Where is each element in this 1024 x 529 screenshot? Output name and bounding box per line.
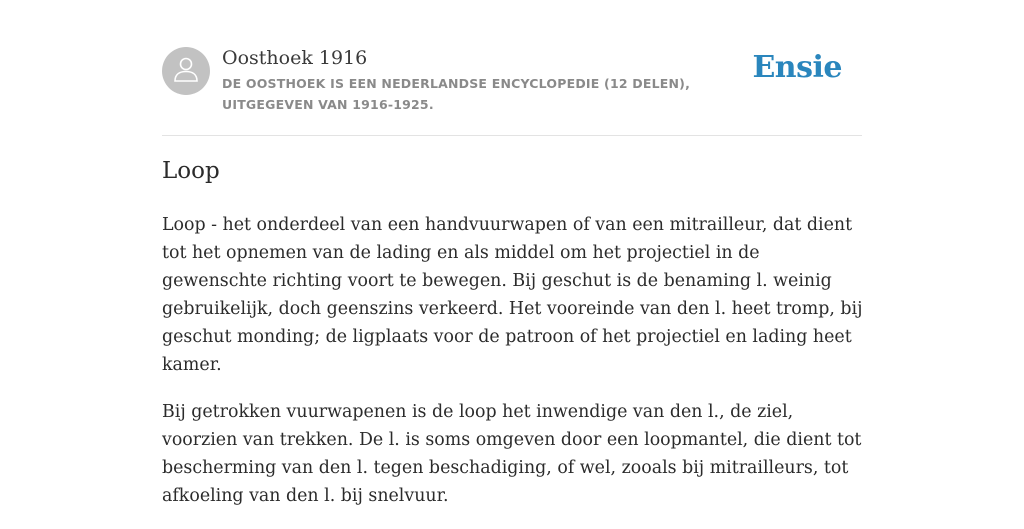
article-body (162, 211, 864, 529)
user-icon (173, 55, 199, 87)
source-info (222, 46, 762, 115)
page-container (162, 0, 863, 506)
article-paragraph: Loop - het onderdeel van een handvuurwapen of van een mitrailleur, dat dient tot het opnemen van de lading en als middel om het projectiel in de gewenschte richting voort te bewegen. Bij geschut is de benaming l. weinig gebruikelijk, doch geenszins verkeerd. Het vooreinde van den l. heet tromp, bij geschut monding; de ligplaats voor de patroon of het projectiel en lading heet kamer. (162, 215, 863, 375)
source-description: DE OOSTHOEK IS EEN NEDERLANDSE ENCYCLOPEDIE (12 DELEN), UITGEGEVEN VAN 1916-1925. (222, 76, 691, 112)
article-title: Loop (162, 158, 220, 184)
brand-logo[interactable]: Ensie (752, 50, 842, 85)
avatar[interactable] (162, 47, 210, 95)
source-header (162, 0, 862, 136)
source-title[interactable]: Oosthoek 1916 (222, 47, 368, 69)
article-paragraph: Bij getrokken vuurwapenen is de loop het inwendige van den l., de ziel, voorzien van trekken. De l. is soms omgeven door een loopmantel, die dient tot bescherming van den l. tegen beschadiging, of wel, zooals bij mitrailleurs, tot afkoeling van den l. bij snelvuur. (162, 402, 862, 506)
